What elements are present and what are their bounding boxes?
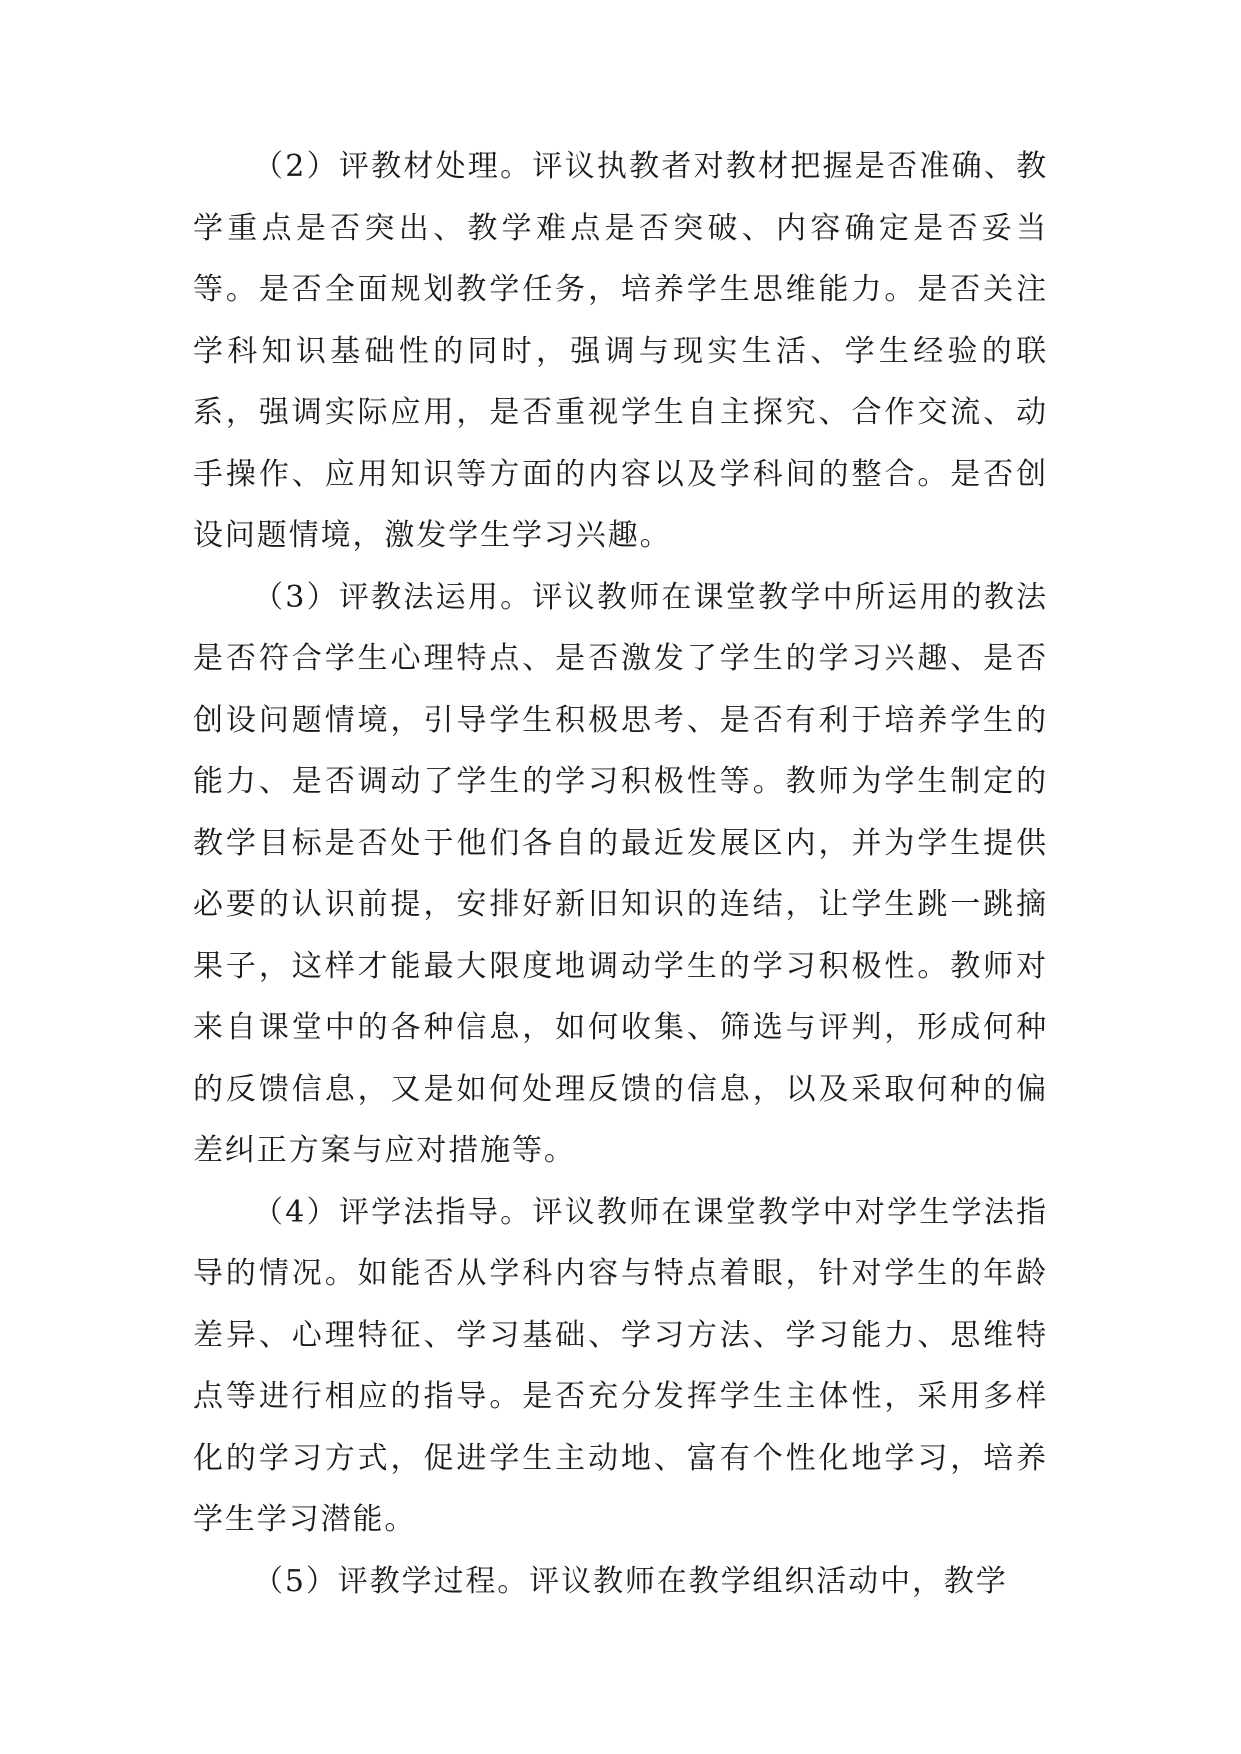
paragraph-teaching-methods: （3）评教法运用。评议教师在课堂教学中所运用的教法是否符合学生心理特点、是否激发了学生的学习兴趣、是否创设问题情境，引导学生积极思考、是否有利于培养学生的能力、是否调动了学生的学习积极性等。教师为学生制定的教学目标是否处于他们各自的最近发展区内，并为学生提供必要的认识前提，安排好新旧知识的连结，让学生跳一跳摘果子，这样才能最大限度地调动学生的学习积极性。教师对来自课堂中的各种信息，如何收集、筛选与评判，形成何种的反馈信息，又是如何处理反馈的信息，以及采取何种的偏差纠正方案与应对措施等。	[193, 579, 1048, 1168]
paragraph-learning-guidance: （4）评学法指导。评议教师在课堂教学中对学生学法指导的情况。如能否从学科内容与特点着眼，针对学生的年龄差异、心理特征、学习基础、学习方法、学习能力、思维特点等进行相应的指导。是否充分发挥学生主体性，采用多样化的学习方式，促进学生主动地、富有个性化地学习，培养学生学习潜能。	[193, 1194, 1048, 1537]
paragraph-textbook-handling: （2）评教材处理。评议执教者对教材把握是否准确、教学重点是否突出、教学难点是否突破、内容确定是否妥当等。是否全面规划教学任务，培养学生思维能力。是否关注学科知识基础性的同时，强调与现实生活、学生经验的联系，强调实际应用，是否重视学生自主探究、合作交流、动手操作、应用知识等方面的内容以及学科间的整合。是否创设问题情境，激发学生学习兴趣。	[193, 149, 1048, 553]
paragraph-teaching-process: （5）评教学过程。评议教师在教学组织活动中，教学	[253, 1563, 1008, 1599]
document-body	[193, 136, 1048, 1612]
